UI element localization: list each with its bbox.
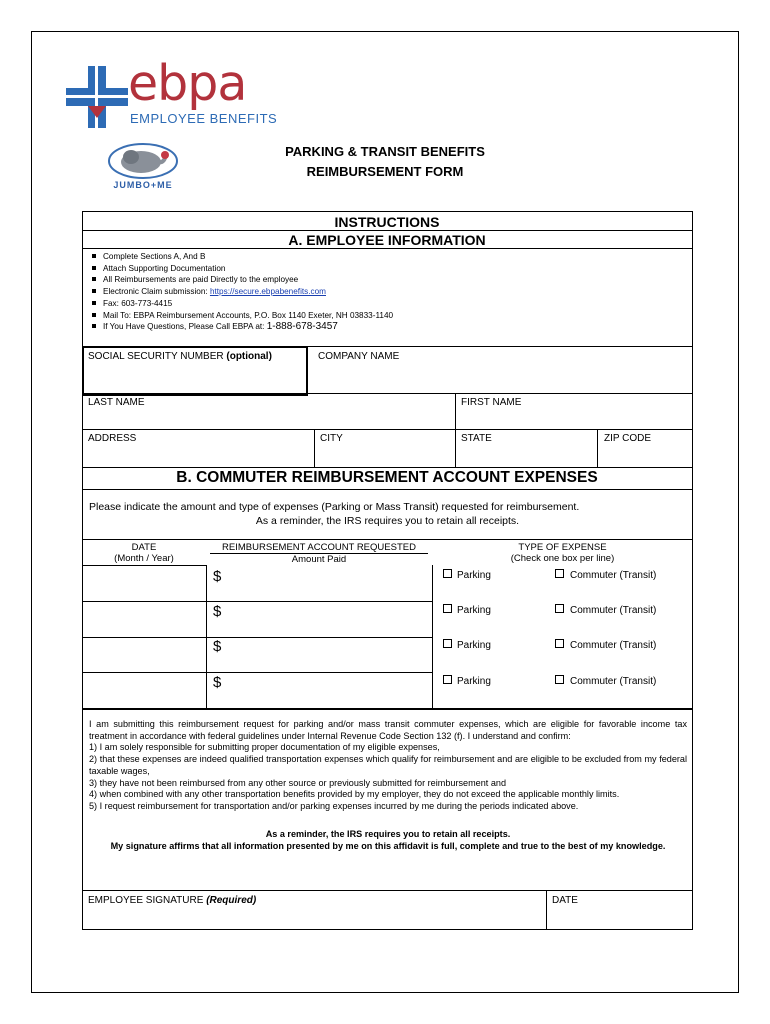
commuter-checkbox[interactable] [555,675,564,684]
section-a-heading: A. EMPLOYEE INFORMATION [288,232,486,248]
dollar-sign: $ [213,638,222,655]
city-label: CITY [320,433,343,444]
affidavit-item: 3) they have not been reimbursed from any other source or previously submitted for reimbursement and [89,777,507,788]
dollar-sign: $ [213,568,222,585]
amount-field[interactable] [226,602,431,636]
date-field[interactable] [83,638,205,671]
city-field[interactable] [315,430,455,468]
col-amount-subheader: Amount Paid [291,554,347,565]
affidavit-item: 5) I request reimbursement for transportation and/or parking expenses incurred by me during the periods indicated above. [89,800,579,811]
state-field[interactable] [456,430,597,468]
list-item: All Reimbursements are paid Directly to the employee [92,274,393,286]
list-item: If You Have Questions, Please Call EBPA at: 1-888-678-3457 [92,321,393,333]
divider [82,230,693,231]
zip-code-field[interactable] [598,430,693,468]
list-item: Mail To: EBPA Reimbursement Accounts, P.O. Box 1140 Exeter, NH 03833-1140 [92,310,393,322]
affidavit-item: 2) that these expenses are indeed qualified transportation expenses which qualify for reimbursement and are eligible to be excluded from my federal taxable wages, [89,754,687,776]
dollar-sign: $ [213,603,222,620]
jumbo-me-text: JUMBO+ME [113,180,173,190]
parking-checkbox[interactable] [443,604,452,613]
last-name-label: LAST NAME [88,397,145,408]
receipts-reminder: As a reminder, the IRS requires you to retain all receipts. [255,515,520,527]
parking-label: Parking [457,570,491,581]
divider [432,565,433,709]
zip-code-label: ZIP CODE [604,433,652,444]
affidavit-reminder: As a reminder, the IRS requires you to retain all receipts. [265,829,511,839]
phone-number: 1-888-678-3457 [266,321,338,333]
date-field[interactable] [83,566,205,600]
col-date-subheader: (Month / Year) [114,553,174,564]
divider [82,248,693,249]
amount-field[interactable] [226,566,431,600]
col-type-header: TYPE OF EXPENSE [518,542,607,553]
employee-signature-field[interactable] [83,891,545,929]
parking-label: Parking [457,605,491,616]
affidavit-item: 4) when combined with any other transportation benefits provided by my employer, they do not exceed the applicable monthly limits. [89,789,620,800]
jumbo-logo [95,140,191,192]
signature-date-field[interactable] [547,891,692,929]
ebpa-cross-icon [66,66,128,128]
list-item: Complete Sections A, And B [92,251,393,263]
instructions-heading: INSTRUCTIONS [334,214,440,230]
last-name-field[interactable] [82,394,455,429]
list-item: Attach Supporting Documentation [92,263,393,275]
commuter-checkbox[interactable] [555,604,564,613]
parking-label: Parking [457,676,491,687]
section-b-heading: B. COMMUTER REIMBURSEMENT ACCOUNT EXPENSES [176,469,598,486]
parking-checkbox[interactable] [443,675,452,684]
col-amount-header: REIMBURSEMENT ACCOUNT REQUESTED [222,542,416,553]
logo-brand-text: ebpa [128,55,247,112]
parking-checkbox[interactable] [443,639,452,648]
commuter-label: Commuter (Transit) [570,640,657,651]
form-title-line2: REIMBURSEMENT FORM [306,164,464,179]
logo-subtitle: EMPLOYEE BENEFITS [130,111,278,126]
affidavit-lead: I am submitting this reimbursement request for parking and/or mass transit commuter expenses, which are eligible for favorable income tax treatment in accordance with federal guidelines under Internal Revenue Code Section 132 (f). I understand and confirm: [89,719,687,741]
ebpa-logo [66,55,278,128]
amount-field[interactable] [226,673,431,708]
divider [82,489,693,490]
company-name-label: COMPANY NAME [318,351,400,362]
form-title-line1: PARKING & TRANSIT BENEFITS [285,144,485,159]
date-field[interactable] [83,602,205,636]
col-date-header: DATE [131,542,157,553]
affidavit-item: 1) I am solely responsible for submitting proper documentation of my eligible expenses, [89,742,440,753]
first-name-label: FIRST NAME [461,397,522,408]
divider [82,539,693,540]
first-name-field[interactable] [456,394,693,429]
employee-signature-label: EMPLOYEE SIGNATURE (Required) [88,895,257,906]
date-field[interactable] [83,673,205,708]
commuter-label: Commuter (Transit) [570,605,657,616]
col-type-subheader: (Check one box per line) [510,553,615,564]
affidavit-affirmation: My signature affirms that all information presented by me on this affidavit is full, complete and true to the best of my knowledge. [110,841,666,851]
elephant-icon [107,142,179,180]
section-b-intro: Please indicate the amount and type of expenses (Parking or Mass Transit) requested for reimbursement. [89,501,580,513]
state-label: STATE [461,433,492,444]
parking-label: Parking [457,640,491,651]
list-item: Electronic Claim submission: https://secure.ebpabenefits.com [92,286,393,298]
address-field[interactable] [82,430,314,468]
commuter-label: Commuter (Transit) [570,676,657,687]
commuter-checkbox[interactable] [555,569,564,578]
dollar-sign: $ [213,674,222,691]
company-name-field[interactable] [308,346,693,394]
ssn-label: SOCIAL SECURITY NUMBER (optional) [88,351,272,362]
address-label: ADDRESS [88,433,137,444]
commuter-label: Commuter (Transit) [570,570,657,581]
affidavit-text [89,719,687,813]
amount-field[interactable] [226,638,431,671]
signature-date-label: DATE [552,895,578,906]
commuter-checkbox[interactable] [555,639,564,648]
list-item: Fax: 603-773-4415 [92,298,393,310]
instructions-list [92,251,393,333]
claim-submission-link[interactable]: https://secure.ebpabenefits.com [209,287,326,297]
parking-checkbox[interactable] [443,569,452,578]
